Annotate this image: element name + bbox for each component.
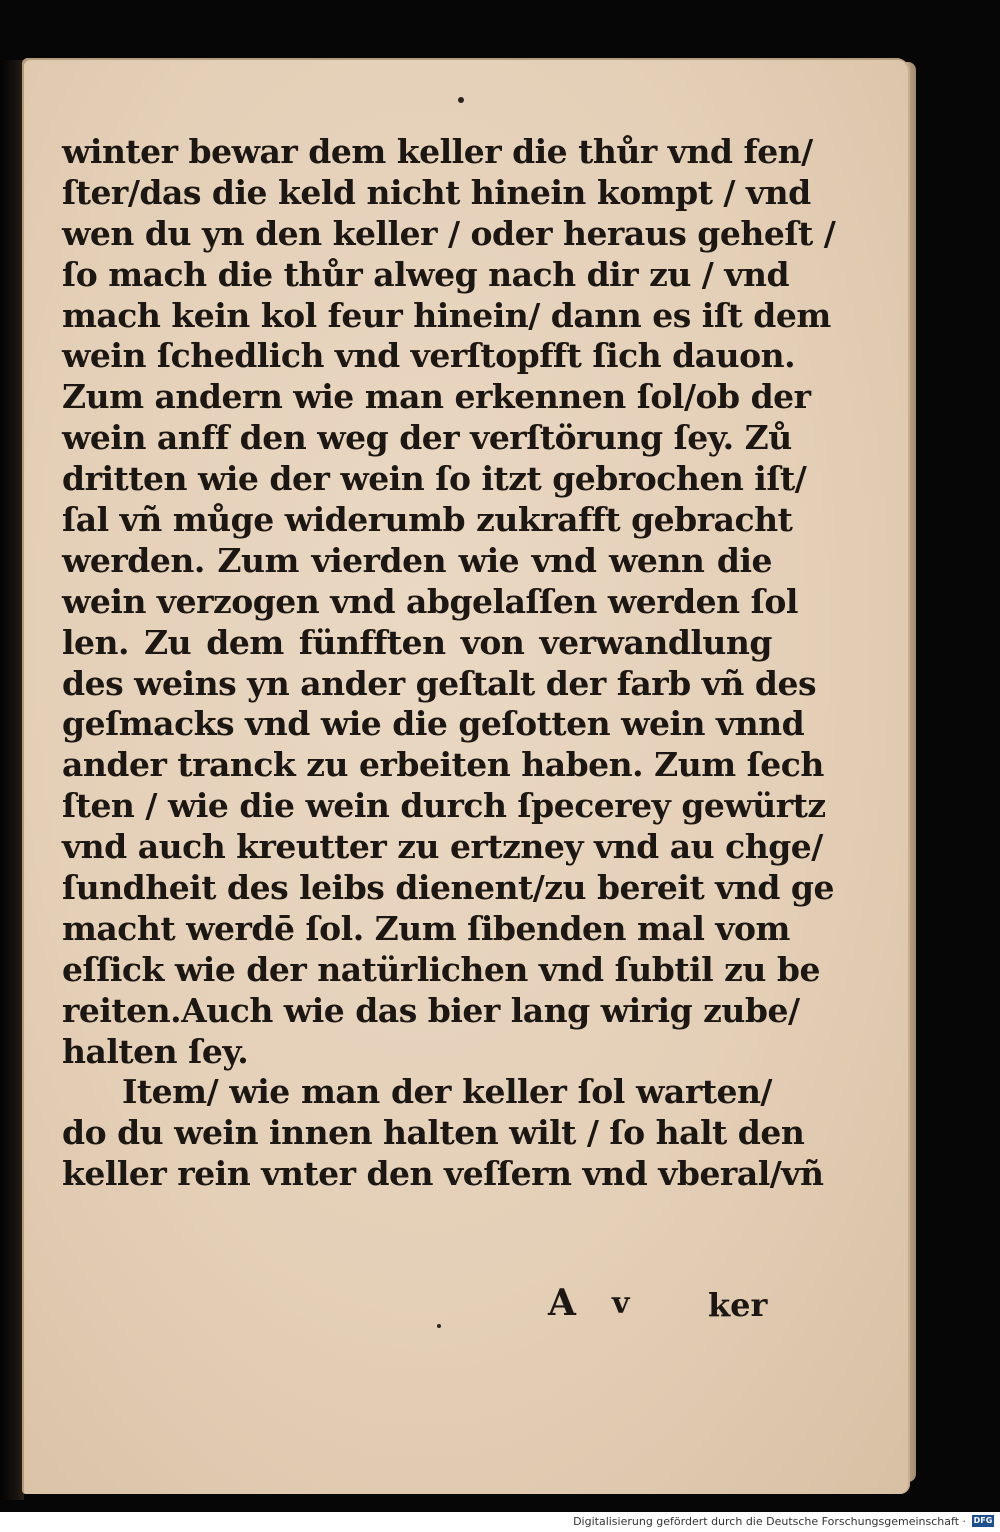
ink-dot-bottom — [437, 1324, 441, 1328]
text-line: ſundheit des leibs dienent/zu bereit vnd ge — [62, 868, 834, 908]
text-line: winter bewar dem keller die thůr vnd fen/ — [62, 132, 813, 171]
text-line: dritten wie der wein ſo itzt gebrochen iſt/ — [62, 459, 807, 499]
binding-shadow — [0, 60, 24, 1500]
digitization-footer — [0, 1512, 1000, 1532]
ink-dot-top — [458, 97, 464, 103]
signature-number: v — [612, 1286, 630, 1321]
paragraph-start-line: Item/ wie man der keller ſol warten/ — [122, 1072, 772, 1112]
text-line: ſter/das die keld nicht hinein kompt / vnd — [62, 172, 811, 212]
text-line: eſſick wie der natürlichen vnd ſubtil zu be — [62, 949, 820, 989]
text-line: geſmacks vnd wie die geſotten wein vnnd — [62, 704, 805, 744]
text-line: ſten / wie die wein durch ſpecerey gewürtz — [62, 786, 826, 826]
text-line: ander tranck zu erbeiten haben. Zum ſech — [62, 745, 824, 785]
signature-line — [548, 1282, 768, 1326]
funding-credit: Digitalisierung gefördert durch die Deutsche Forschungsgemeinschaft · — [573, 1515, 966, 1528]
body-text — [62, 132, 836, 1195]
text-line: wen du yn den keller / oder heraus geheſt / — [62, 213, 836, 253]
dfg-logo: DFG — [973, 1516, 993, 1525]
text-line: wein anff den weg der verſtörung ſey. Zů — [62, 418, 792, 458]
text-line: macht werdē ſol. Zum ſibenden mal vom — [62, 908, 790, 948]
catchword: ker — [708, 1286, 768, 1324]
text-line: wein verzogen vnd abgelaſſen werden ſol — [62, 581, 798, 621]
text-line: len. Zu dem fünfften von verwandlung — [62, 622, 772, 662]
text-line: reiten.Auch wie das bier lang wirig zube/ — [62, 990, 800, 1030]
text-line: ſo mach die thůr alweg nach dir zu / vnd — [62, 254, 790, 294]
text-line: des weins yn ander geſtalt der farb vñ des — [62, 663, 817, 703]
text-line: do du wein innen halten wilt / ſo halt den — [62, 1113, 805, 1153]
text-line: vnd auch kreutter zu ertzney vnd au chge/ — [62, 827, 823, 867]
text-line: Zum andern wie man erkennen ſol/ob der — [62, 377, 811, 417]
signature-mark: A — [548, 1282, 576, 1324]
text-line: wein ſchedlich vnd verſtopfft ſich dauon. — [62, 336, 796, 376]
text-line: werden. Zum vierden wie vnd wenn die — [62, 540, 772, 580]
text-line: halten ſey. — [62, 1031, 249, 1071]
text-line: mach kein kol feur hinein/ dann es iſt dem — [62, 295, 831, 335]
text-line: keller rein vnter den veſſern vnd vberal/vñ — [62, 1154, 824, 1194]
text-line: ſal vñ můge widerumb zukrafft gebracht — [62, 500, 793, 540]
